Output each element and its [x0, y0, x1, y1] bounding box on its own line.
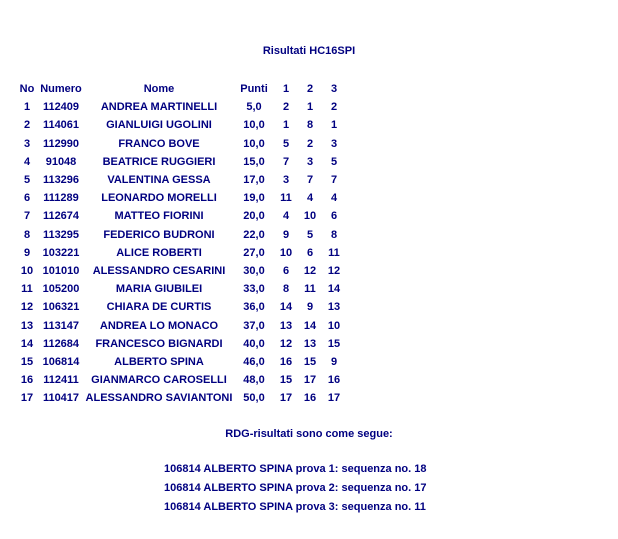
cell-round-1: 6: [282, 264, 290, 277]
cell-round-2: 2: [306, 137, 314, 150]
cell-nome: ANDREA LO MONACO: [99, 319, 219, 332]
cell-numero: 103221: [42, 246, 80, 259]
sequence-nome: ALBERTO SPINA: [203, 482, 293, 494]
cell-round-1: 3: [282, 174, 290, 187]
cell-round-1: 14: [279, 301, 293, 314]
cell-round-1: 11: [280, 192, 292, 205]
cell-nome: FRANCO BOVE: [118, 137, 200, 150]
cell-numero: 114061: [42, 119, 80, 132]
cell-no: 2: [23, 119, 31, 132]
cell-round-3: 3: [330, 137, 338, 150]
cell-punti: 20,0: [243, 210, 265, 223]
cell-round-1: 5: [282, 137, 290, 150]
cell-round-2: 11: [304, 283, 316, 296]
sequence-list: [164, 463, 427, 520]
table-row: [16, 262, 346, 280]
cell-punti: 50,0: [243, 392, 265, 405]
sequence-line: [164, 482, 427, 501]
cell-no: 12: [20, 301, 34, 314]
cell-numero: 110417: [42, 392, 80, 405]
cell-punti: 19,0: [243, 192, 265, 205]
header-punti: Punti: [240, 83, 268, 96]
cell-numero: 101010: [42, 264, 80, 277]
cell-round-1: 10: [279, 246, 293, 259]
table-row: [16, 389, 346, 407]
cell-round-1: 17: [279, 392, 293, 405]
header-round-3: 3: [330, 83, 338, 96]
rdg-results-heading: RDG-risultati sono come segue:: [225, 428, 393, 440]
cell-no: 11: [21, 283, 33, 296]
cell-round-2: 12: [303, 264, 317, 277]
cell-round-3: 4: [330, 192, 338, 205]
header-no: No: [19, 83, 35, 96]
cell-round-3: 14: [327, 283, 341, 296]
cell-punti: 22,0: [243, 228, 265, 241]
table-row: [16, 371, 346, 389]
sequence-text: prova 3: sequenza no. 11: [295, 501, 426, 513]
cell-round-3: 15: [327, 337, 341, 350]
header-numero: Numero: [40, 83, 82, 96]
sequence-text: prova 2: sequenza no. 17: [295, 482, 427, 494]
cell-round-1: 9: [282, 228, 290, 241]
cell-punti: 37,0: [243, 319, 265, 332]
cell-round-3: 1: [330, 119, 338, 132]
cell-nome: GIANLUIGI UGOLINI: [106, 119, 212, 132]
cell-punti: 36,0: [243, 301, 265, 314]
cell-no: 6: [23, 192, 31, 205]
cell-no: 9: [23, 246, 31, 259]
cell-round-2: 9: [306, 301, 314, 314]
table-row: [16, 116, 346, 134]
cell-numero: 112990: [42, 137, 80, 150]
cell-round-3: 8: [330, 228, 338, 241]
cell-round-2: 3: [306, 155, 314, 168]
cell-round-2: 14: [303, 319, 317, 332]
table-row: [16, 153, 346, 171]
header-round-1: 1: [282, 83, 290, 96]
cell-round-3: 5: [330, 155, 338, 168]
cell-round-3: 10: [327, 319, 341, 332]
table-row: [16, 316, 346, 334]
cell-punti: 48,0: [243, 374, 265, 387]
cell-round-3: 13: [327, 301, 341, 314]
cell-numero: 113295: [42, 228, 80, 241]
sequence-text: prova 1: sequenza no. 18: [295, 463, 427, 475]
cell-round-2: 4: [306, 192, 314, 205]
sequence-line: [164, 501, 427, 520]
header-nome: Nome: [143, 83, 175, 96]
cell-numero: 113147: [42, 319, 80, 332]
page-title: Risultati HC16SPI: [262, 45, 356, 57]
cell-round-1: 2: [282, 101, 290, 114]
sequence-nome: ALBERTO SPINA: [203, 501, 293, 513]
cell-round-1: 16: [279, 355, 293, 368]
cell-nome: ANDREA MARTINELLI: [100, 101, 218, 114]
cell-punti: 46,0: [243, 355, 265, 368]
cell-no: 13: [20, 319, 34, 332]
cell-nome: MATTEO FIORINI: [114, 210, 204, 223]
cell-no: 7: [23, 210, 31, 223]
cell-numero: 106321: [42, 301, 80, 314]
cell-no: 5: [23, 174, 31, 187]
cell-round-3: 6: [330, 210, 338, 223]
cell-round-2: 10: [303, 210, 317, 223]
cell-round-1: 12: [279, 337, 293, 350]
cell-numero: 113296: [42, 174, 80, 187]
table-row: [16, 298, 346, 316]
table-row: [16, 171, 346, 189]
sequence-numero: 106814: [164, 501, 201, 513]
results-header-row: [16, 80, 346, 98]
cell-numero: 112674: [42, 210, 80, 223]
cell-punti: 17,0: [243, 174, 265, 187]
cell-round-3: 7: [330, 174, 338, 187]
cell-no: 16: [20, 374, 34, 387]
cell-nome: ALICE ROBERTI: [116, 246, 202, 259]
cell-round-1: 13: [279, 319, 293, 332]
table-row: [16, 335, 346, 353]
cell-round-2: 16: [303, 392, 317, 405]
cell-nome: FEDERICO BUDRONI: [103, 228, 215, 241]
cell-round-3: 2: [330, 101, 338, 114]
header-round-2: 2: [306, 83, 314, 96]
cell-round-3: 17: [327, 392, 341, 405]
table-row: [16, 189, 346, 207]
cell-round-2: 17: [303, 374, 317, 387]
table-row: [16, 98, 346, 116]
table-row: [16, 280, 346, 298]
cell-punti: 40,0: [243, 337, 265, 350]
cell-no: 4: [23, 155, 31, 168]
cell-no: 3: [23, 137, 31, 150]
cell-round-1: 4: [282, 210, 290, 223]
cell-no: 17: [20, 392, 34, 405]
table-row: [16, 244, 346, 262]
cell-nome: MARIA GIUBILEI: [115, 283, 203, 296]
cell-round-3: 11: [328, 246, 340, 259]
cell-punti: 15,0: [243, 155, 265, 168]
table-row: [16, 207, 346, 225]
cell-nome: FRANCESCO BIGNARDI: [95, 337, 223, 350]
cell-numero: 111289: [43, 192, 79, 205]
cell-round-1: 8: [282, 283, 290, 296]
cell-round-2: 7: [306, 174, 314, 187]
cell-round-1: 15: [279, 374, 293, 387]
cell-no: 10: [20, 264, 34, 277]
cell-nome: ALESSANDRO SAVIANTONI: [85, 392, 233, 405]
cell-round-2: 5: [306, 228, 314, 241]
cell-numero: 112684: [42, 337, 80, 350]
results-table: [16, 80, 346, 407]
table-row: [16, 226, 346, 244]
cell-round-1: 1: [282, 119, 290, 132]
cell-no: 8: [23, 228, 31, 241]
cell-no: 1: [23, 101, 31, 114]
sequence-numero: 106814: [164, 482, 201, 494]
cell-numero: 112411: [43, 374, 79, 387]
cell-numero: 91048: [45, 155, 77, 168]
cell-punti: 10,0: [243, 119, 265, 132]
cell-no: 15: [20, 355, 34, 368]
cell-round-3: 9: [330, 355, 338, 368]
cell-round-2: 8: [306, 119, 314, 132]
cell-punti: 33,0: [243, 283, 265, 296]
cell-punti: 10,0: [243, 137, 265, 150]
sequence-nome: ALBERTO SPINA: [203, 463, 293, 475]
cell-punti: 30,0: [243, 264, 265, 277]
cell-numero: 106814: [42, 355, 80, 368]
cell-nome: BEATRICE RUGGIERI: [102, 155, 216, 168]
cell-nome: CHIARA DE CURTIS: [106, 301, 212, 314]
cell-round-2: 1: [306, 101, 314, 114]
table-row: [16, 353, 346, 371]
cell-nome: GIANMARCO CAROSELLI: [91, 374, 227, 387]
cell-numero: 105200: [42, 283, 80, 296]
cell-round-2: 13: [303, 337, 317, 350]
cell-punti: 5,0: [246, 101, 262, 114]
table-row: [16, 135, 346, 153]
cell-round-2: 15: [303, 355, 317, 368]
cell-nome: ALESSANDRO CESARINI: [92, 264, 226, 277]
cell-numero: 112409: [42, 101, 80, 114]
cell-nome: ALBERTO SPINA: [114, 355, 204, 368]
cell-punti: 27,0: [243, 246, 265, 259]
cell-round-2: 6: [306, 246, 314, 259]
cell-nome: VALENTINA GESSA: [107, 174, 211, 187]
cell-round-1: 7: [282, 155, 290, 168]
cell-nome: LEONARDO MORELLI: [101, 192, 217, 205]
cell-no: 14: [20, 337, 34, 350]
cell-round-3: 12: [327, 264, 341, 277]
cell-round-3: 16: [327, 374, 341, 387]
sequence-line: [164, 463, 427, 482]
sequence-numero: 106814: [164, 463, 201, 475]
